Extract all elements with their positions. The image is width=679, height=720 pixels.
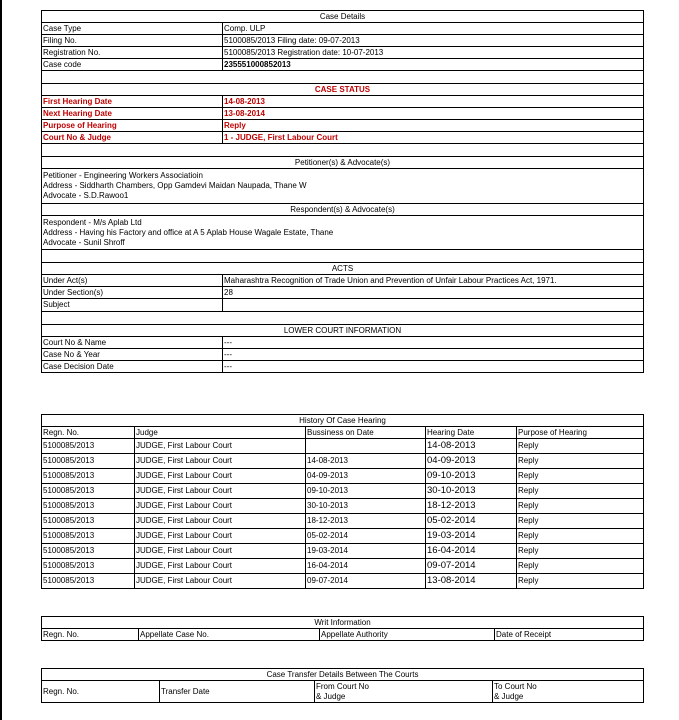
case-type-value: Comp. ULP bbox=[223, 23, 644, 35]
writ-header-appellate-authority: Appellate Authority bbox=[320, 629, 495, 641]
history-header-hearing-date: Hearing Date bbox=[426, 427, 517, 439]
writ-table bbox=[41, 616, 644, 641]
history-cell-regn-no: 5100085/2013 bbox=[42, 454, 135, 469]
petitioner-details-line: Address - Siddharth Chambers, Opp Gamdevi Maidan Naupada, Thane W bbox=[43, 181, 307, 190]
history-cell-purpose: Reply bbox=[517, 469, 644, 484]
history-cell-purpose: Reply bbox=[517, 544, 644, 559]
history-cell-hearing-date: 09-10-2013 bbox=[426, 469, 517, 484]
under-sections-label: Under Section(s) bbox=[42, 287, 223, 299]
respondent-details-line: Respondent - M/s Aplab Ltd bbox=[43, 218, 142, 227]
transfer-header-regn: Regn. No. bbox=[42, 681, 160, 703]
history-cell-judge: JUDGE, First Labour Court bbox=[135, 574, 306, 589]
writ-header-date-of-receipt: Date of Receipt bbox=[495, 629, 644, 641]
table-row bbox=[42, 439, 644, 454]
table-row bbox=[42, 469, 644, 484]
case-status-row-purpose-of-hearing bbox=[42, 120, 644, 132]
history-cell-business-date bbox=[306, 439, 426, 454]
history-cell-judge: JUDGE, First Labour Court bbox=[135, 469, 306, 484]
history-cell-regn-no: 5100085/2013 bbox=[42, 514, 135, 529]
acts-title: ACTS bbox=[42, 263, 644, 275]
purpose-of-hearing-value: Reply bbox=[223, 120, 644, 132]
history-cell-purpose: Reply bbox=[517, 529, 644, 544]
court-no-name-label: Court No & Name bbox=[42, 337, 223, 349]
history-header-judge: Judge bbox=[135, 427, 306, 439]
case-status-row-first-hearing-date bbox=[42, 96, 644, 108]
respondent-details-line: Advocate - Sunil Shroff bbox=[43, 238, 125, 247]
history-cell-judge: JUDGE, First Labour Court bbox=[135, 529, 306, 544]
case-code-label: Case code bbox=[42, 59, 223, 71]
history-cell-business-date: 09-07-2014 bbox=[306, 574, 426, 589]
case-code-value: 235551000852013 bbox=[223, 59, 644, 71]
next-hearing-date-value: 13-08-2014 bbox=[223, 108, 644, 120]
history-cell-purpose: Reply bbox=[517, 439, 644, 454]
transfer-header-to-court: To Court No & Judge bbox=[493, 681, 644, 703]
table-row bbox=[42, 454, 644, 469]
history-cell-hearing-date: 05-02-2014 bbox=[426, 514, 517, 529]
history-cell-regn-no: 5100085/2013 bbox=[42, 439, 135, 454]
history-cell-hearing-date: 04-09-2013 bbox=[426, 454, 517, 469]
table-row bbox=[42, 544, 644, 559]
history-cell-regn-no: 5100085/2013 bbox=[42, 574, 135, 589]
history-cell-hearing-date: 14-08-2013 bbox=[426, 439, 517, 454]
history-cell-purpose: Reply bbox=[517, 484, 644, 499]
lower-court-row-case-decision-date bbox=[42, 361, 644, 373]
table-row bbox=[42, 514, 644, 529]
spacer-row bbox=[42, 312, 644, 325]
under-sections-value: 28 bbox=[223, 287, 644, 299]
history-cell-judge: JUDGE, First Labour Court bbox=[135, 514, 306, 529]
history-cell-judge: JUDGE, First Labour Court bbox=[135, 439, 306, 454]
history-cell-business-date: 09-10-2013 bbox=[306, 484, 426, 499]
history-cell-regn-no: 5100085/2013 bbox=[42, 484, 135, 499]
history-header-business-date: Bussiness on Date bbox=[306, 427, 426, 439]
transfer-table bbox=[41, 668, 644, 703]
acts-row-under-sections bbox=[42, 287, 644, 299]
table-row bbox=[42, 559, 644, 574]
lower-court-row-court-no-name bbox=[42, 337, 644, 349]
case-status-row-next-hearing-date bbox=[42, 108, 644, 120]
history-cell-judge: JUDGE, First Labour Court bbox=[135, 499, 306, 514]
case-decision-date-label: Case Decision Date bbox=[42, 361, 223, 373]
history-cell-hearing-date: 18-12-2013 bbox=[426, 499, 517, 514]
transfer-header-date: Transfer Date bbox=[160, 681, 315, 703]
history-cell-business-date: 04-09-2013 bbox=[306, 469, 426, 484]
page-left-rule bbox=[0, 0, 2, 720]
case-no-year-value: --- bbox=[223, 349, 644, 361]
subject-value bbox=[223, 299, 644, 312]
history-cell-purpose: Reply bbox=[517, 559, 644, 574]
spacer-row bbox=[42, 250, 644, 263]
case-details-table bbox=[41, 10, 644, 373]
case-status-title: CASE STATUS bbox=[42, 84, 644, 96]
history-cell-business-date: 30-10-2013 bbox=[306, 499, 426, 514]
filing-no-label: Filing No. bbox=[42, 35, 223, 47]
history-cell-regn-no: 5100085/2013 bbox=[42, 499, 135, 514]
under-acts-label: Under Act(s) bbox=[42, 275, 223, 287]
case-no-year-label: Case No & Year bbox=[42, 349, 223, 361]
history-header-purpose: Purpose of Hearing bbox=[517, 427, 644, 439]
respondent-details bbox=[42, 216, 644, 250]
court-no-judge-label: Court No & Judge bbox=[42, 132, 223, 144]
court-no-name-value: --- bbox=[223, 337, 644, 349]
first-hearing-date-label: First Hearing Date bbox=[42, 96, 223, 108]
history-cell-judge: JUDGE, First Labour Court bbox=[135, 559, 306, 574]
history-cell-regn-no: 5100085/2013 bbox=[42, 469, 135, 484]
lower-court-row-case-no-year bbox=[42, 349, 644, 361]
spacer-row bbox=[42, 144, 644, 157]
writ-title: Writ Information bbox=[42, 617, 644, 629]
table-row bbox=[42, 484, 644, 499]
purpose-of-hearing-label: Purpose of Hearing bbox=[42, 120, 223, 132]
case-type-label: Case Type bbox=[42, 23, 223, 35]
respondent-title: Respondent(s) & Advocate(s) bbox=[42, 204, 644, 216]
history-cell-hearing-date: 13-08-2014 bbox=[426, 574, 517, 589]
petitioner-details bbox=[42, 169, 644, 204]
history-cell-regn-no: 5100085/2013 bbox=[42, 559, 135, 574]
history-cell-hearing-date: 09-07-2014 bbox=[426, 559, 517, 574]
registration-no-value: 5100085/2013 Registration date: 10-07-2013 bbox=[223, 47, 644, 59]
history-cell-regn-no: 5100085/2013 bbox=[42, 529, 135, 544]
writ-header-appellate-case: Appellate Case No. bbox=[139, 629, 320, 641]
case-details-row-case-type bbox=[42, 23, 644, 35]
case-details-title: Case Details bbox=[42, 11, 644, 23]
case-details-row-registration-no bbox=[42, 47, 644, 59]
history-cell-regn-no: 5100085/2013 bbox=[42, 544, 135, 559]
writ-header-regn: Regn. No. bbox=[42, 629, 139, 641]
case-decision-date-value: --- bbox=[223, 361, 644, 373]
history-title: History Of Case Hearing bbox=[42, 415, 644, 427]
respondent-details-line: Address - Having his Factory and office at A 5 Aplab House Wagale Estate, Thane bbox=[43, 228, 334, 237]
petitioner-details-line: Advocate - S.D.Rawoo1 bbox=[43, 191, 129, 200]
lower-court-title: LOWER COURT INFORMATION bbox=[42, 325, 644, 337]
history-cell-purpose: Reply bbox=[517, 454, 644, 469]
acts-row-subject bbox=[42, 299, 644, 312]
spacer-row bbox=[42, 71, 644, 84]
subject-label: Subject bbox=[42, 299, 223, 312]
history-cell-business-date: 16-04-2014 bbox=[306, 559, 426, 574]
history-cell-judge: JUDGE, First Labour Court bbox=[135, 484, 306, 499]
history-cell-business-date: 05-02-2014 bbox=[306, 529, 426, 544]
history-cell-hearing-date: 16-04-2014 bbox=[426, 544, 517, 559]
transfer-title: Case Transfer Details Between The Courts bbox=[42, 669, 644, 681]
history-cell-business-date: 18-12-2013 bbox=[306, 514, 426, 529]
court-no-judge-value: 1 - JUDGE, First Labour Court bbox=[223, 132, 644, 144]
petitioner-title: Petitioner(s) & Advocate(s) bbox=[42, 157, 644, 169]
case-details-row-filing-no bbox=[42, 35, 644, 47]
transfer-header-from-court: From Court No & Judge bbox=[315, 681, 493, 703]
registration-no-label: Registration No. bbox=[42, 47, 223, 59]
acts-row-under-acts bbox=[42, 275, 644, 287]
history-cell-purpose: Reply bbox=[517, 514, 644, 529]
history-table bbox=[41, 414, 644, 589]
history-cell-purpose: Reply bbox=[517, 574, 644, 589]
history-cell-judge: JUDGE, First Labour Court bbox=[135, 454, 306, 469]
petitioner-details-line: Petitioner - Engineering Workers Associatioin bbox=[43, 171, 203, 180]
history-cell-business-date: 19-03-2014 bbox=[306, 544, 426, 559]
history-header-regn-no: Regn. No. bbox=[42, 427, 135, 439]
case-status-row-court-no-judge bbox=[42, 132, 644, 144]
table-row bbox=[42, 529, 644, 544]
history-cell-purpose: Reply bbox=[517, 499, 644, 514]
history-cell-business-date: 14-08-2013 bbox=[306, 454, 426, 469]
table-row bbox=[42, 574, 644, 589]
history-cell-hearing-date: 19-03-2014 bbox=[426, 529, 517, 544]
history-cell-hearing-date: 30-10-2013 bbox=[426, 484, 517, 499]
case-details-row-case-code bbox=[42, 59, 644, 71]
under-acts-value: Maharashtra Recognition of Trade Union and Prevention of Unfair Labour Practices Act, 1971. bbox=[223, 275, 644, 287]
filing-no-value: 5100085/2013 Filing date: 09-07-2013 bbox=[223, 35, 644, 47]
first-hearing-date-value: 14-08-2013 bbox=[223, 96, 644, 108]
table-row bbox=[42, 499, 644, 514]
history-cell-judge: JUDGE, First Labour Court bbox=[135, 544, 306, 559]
next-hearing-date-label: Next Hearing Date bbox=[42, 108, 223, 120]
